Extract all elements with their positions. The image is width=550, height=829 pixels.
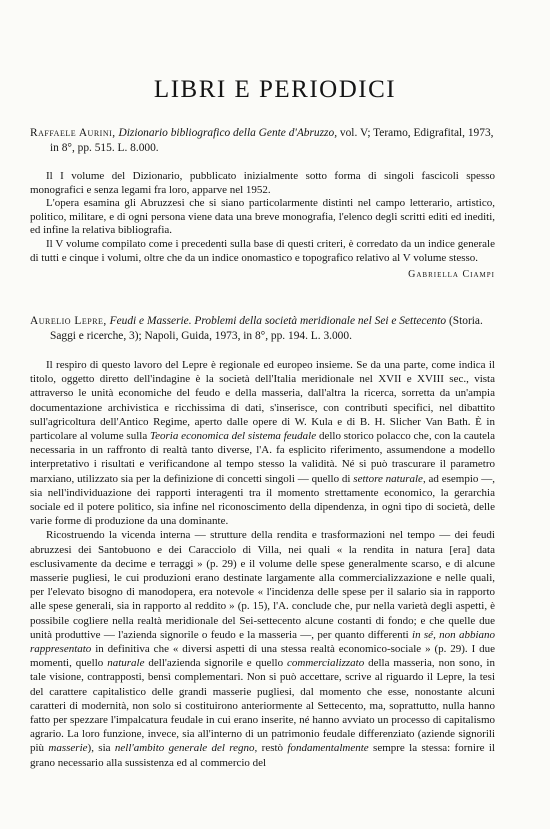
review-paragraph [30,358,495,528]
book-title: Feudi e Masserie. Problemi della società meridionale nel Sei e Settecento [109,315,447,327]
italic-run: in sé, non abbiano rappresentato [30,628,495,656]
review-paragraph [30,528,495,769]
review-lepre [30,314,495,770]
italic-run: naturale [107,657,145,670]
publication-details: vol. V; Teramo, Edigrafital, 1973, in 8°, pp. 515. L. 8.000. [50,127,494,154]
italic-run: commercializzato [287,657,365,670]
bibliographic-entry [30,314,495,344]
book-author: Raffaele Aurini, [30,127,116,139]
book-author: Aurelio Lepre, [30,315,107,327]
reviewer-signature: Gabriella Ciampi [408,269,495,281]
review-paragraph: Il I volume del Dizionario, pubblicato inizialmente sotto forma di singoli fascicoli spesso monografici e senza legami fra loro, apparve nel 1952. [30,170,495,196]
bibliographic-entry [30,126,495,156]
text-run: restò [257,742,288,755]
publication-details: (Storia. Saggi e ricerche, 3); Napoli, Guida, 1973, in 8°, pp. 194. L. 3.000. [50,315,483,342]
italic-run: fondamentalmente [287,742,369,755]
review-paragraph: Il V volume compilato come i precedenti sulla base di questi criteri, è corredato da un indice generale di tutti e cinque i volumi, oltre che da un indice onomastico e topografico relativo al V volume stesso. [30,237,495,264]
text-run: dello storico polacco che, con la cautela necessaria in un raffronto di realtà tanto diverse, l'A. fa esplicito riferimento, assumendone a modello interpretativo i risultati e verificandone al tempo stesso la validità. Né si può trascurare il parametro marxiano, utilizzato sia per la definizione di concetti singoli — quello di [30,430,495,485]
text-run: della masseria, non sono, in tale visione, contrapposti, bensì complementari. Non si può accettare, scrive al riguardo il Lepre, la tesi del carattere capitalistico delle grandi masserie pugliesi, dal momento che esse, nonostante alcuni caratteri di modernità, non solo si costituirono anteriormente al Settecento, ma, soprattutto, nulla hanno fatto per spezzare l'impalcatura feudale in cui erano inserite, né hanno avviato un processo di capitalismo agrario. La loro funzione, invece, sia all'interno di un patrimonio feudale differenziato (aziende signorili più [30,657,495,755]
italic-run: settore naturale [353,472,423,485]
text-run: sempre la stessa: fornire il grano necessario alla sussistenza ed al commercio del [30,742,495,769]
italic-run: Teoria economica del sistema feudale [150,430,317,443]
text-run: Ricostruendo la vicenda interna — strutture della rendita e trasformazioni nel tempo — dei feudi abruzzesi dei Santobuono e dei Caracciolo di Villa, nei quali « la rendita in natura [era] data esclusivamente da decime e terraggi » (p. 29) e il volume delle spese generalmente scarso, e di alcune masserie pugliesi, le cui produzioni erano destinate largamente alla commercializzazione e nelle quali, per l'elevato bisogno di manodopera, era notevole « l'incidenza delle spese per il salario sia in rapporto alle spese generali, sia in rapporto al reddito » (p. 15), l'A. conclude che, pur nella varietà degli aspetti, è possibile cogliere nella realtà meridionale del Sei-settecento alcune costanti di fondo; e che quelle due unità produttive — l'azienda signorile o feudo e la masseria —, per quanto differenti [30,529,495,641]
text-run: in definitiva che « diversi aspetti di una stessa realtà economico-sociale » (p. 29). I due momenti, quello [30,643,495,670]
book-title: Dizionario bibliografico della Gente d'Abruzzo, [118,127,338,139]
italic-run: nell'ambito generale del regno, [114,742,258,755]
italic-run: masserie [48,742,88,755]
text-run: dell'azienda signorile e quello [144,657,287,670]
review-paragraph: L'opera esamina gli Abruzzesi che si siano particolarmente distinti nel campo letterario, artistico, politico, militare, e di ogni persona viene data una breve monografia, l'elenco degli scritti editi ed inediti, ed infine la relativa bibliografia. [30,197,495,237]
text-run: ), sia [87,742,115,755]
text-run: , ad esempio —, sia nell'individuazione dei rapporti interagenti tra il momento strettamente economico, la gerarchia sociale ed il potere politico, sia infine nel riconoscimento della dipendenza, in ogni tipo di società, delle varie forme di produzione da una dominante. [30,472,495,528]
text-run: Il respiro di questo lavoro del Lepre è regionale ed europeo insieme. Se da una parte, come indica il titolo, oggetto diretto dell'indagine è la società dell'Italia meridionale nel XVII e XVIII sec., vista attraverso le unità economiche del feudo e della masseria, dall'altra la ricerca, sorretta da un'ampia documentazione archivistica e ricchissima di dati, s'inserisce, con contributi specifici, nel dibattito sull'agricoltura dell'Antico Regime, aperto dalle opere di W. Kula e di B. H. Slicher Van Bath. È in particolare al volume sulla [30,359,495,443]
page-title: LIBRI E PERIODICI [153,76,397,103]
review-aurini [30,126,495,280]
